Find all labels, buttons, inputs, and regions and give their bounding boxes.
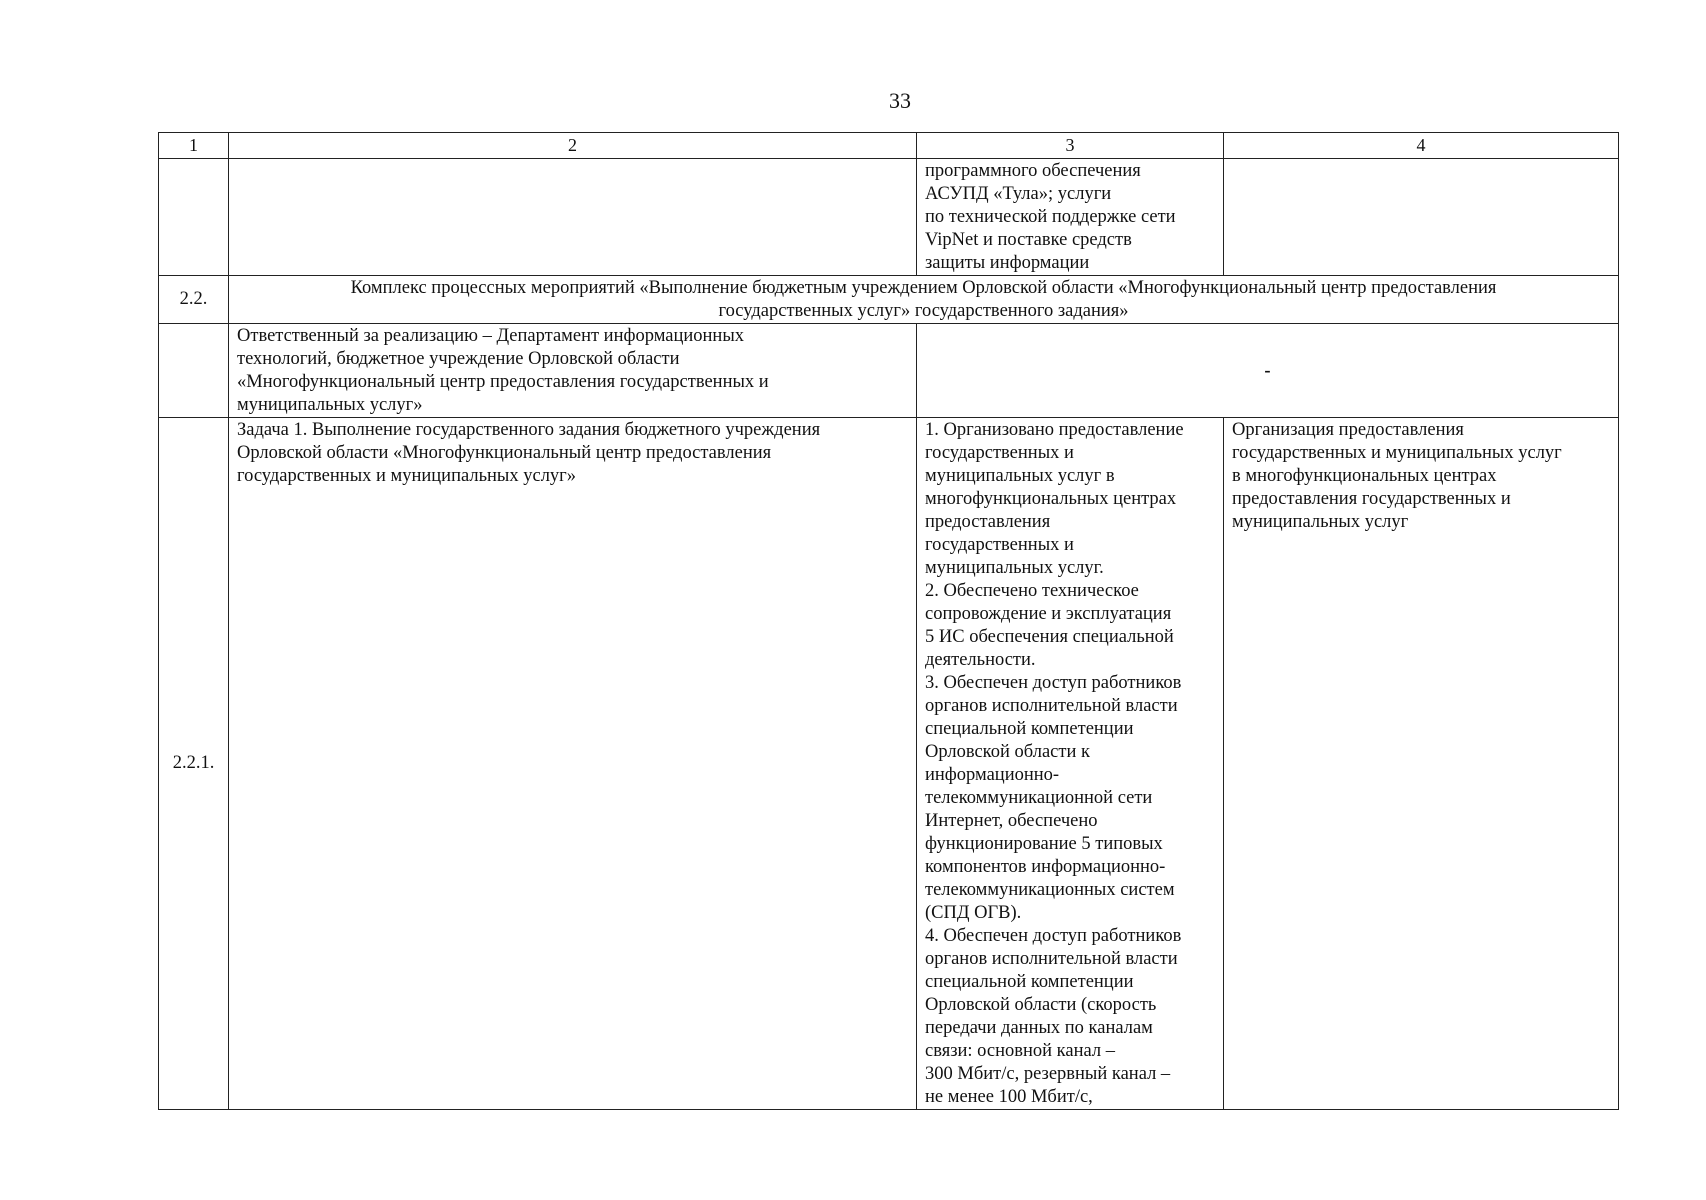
line: государственных и муниципальных услуг» [237, 466, 577, 486]
line: специальной компетенции [925, 972, 1134, 992]
line: в многофункциональных центрах [1232, 466, 1497, 486]
line: муниципальных услуг в [925, 466, 1115, 486]
row1-col2 [229, 159, 917, 276]
line: Ответственный за реализацию – Департамент информационных [237, 326, 745, 346]
table-row-2-2 [159, 276, 1619, 324]
line: программного обеспечения [925, 161, 1141, 181]
line: функционирование 5 типовых [925, 834, 1163, 854]
header-col-2: 2 [229, 133, 917, 159]
line: 3. Обеспечен доступ работников [925, 673, 1182, 693]
line: сопровождение и эксплуатация [925, 604, 1172, 624]
line: Орловской области к [925, 742, 1090, 762]
line: Задача 1. Выполнение государственного задания бюджетного учреждения [237, 420, 821, 440]
line: многофункциональных центрах [925, 489, 1177, 509]
row1-num [159, 159, 229, 276]
line: связи: основной канал – [925, 1041, 1115, 1061]
row1-col4 [1224, 159, 1619, 276]
organization-text [1224, 418, 1619, 1110]
responsible-text [229, 324, 917, 418]
line: деятельности. [925, 650, 1036, 670]
line: (СПД ОГВ). [925, 903, 1022, 923]
line: государственных и муниципальных услуг [1232, 443, 1562, 463]
line: защиты информации [925, 253, 1090, 273]
table-header-row [159, 133, 1619, 159]
line: органов исполнительной власти [925, 696, 1178, 716]
table-row-continuation [159, 159, 1619, 276]
row3-num [159, 324, 229, 418]
row1-col3 [917, 159, 1224, 276]
line: предоставления [925, 512, 1051, 532]
row-number: 2.2. [159, 276, 229, 324]
line: муниципальных услуг [1232, 512, 1409, 532]
line: компонентов информационно- [925, 857, 1166, 877]
line: Комплекс процессных мероприятий «Выполнение бюджетным учреждением Орловской области «Многофункциональный центр предоставления [350, 278, 1497, 298]
table-row-responsible [159, 324, 1619, 418]
line: 300 Мбит/с, резервный канал – [925, 1064, 1171, 1084]
header-col-4: 4 [1224, 133, 1619, 159]
line: 1. Организовано предоставление [925, 420, 1184, 440]
page-number: 33 [889, 88, 911, 113]
header-col-1: 1 [159, 133, 229, 159]
line: предоставления государственных и [1232, 489, 1511, 509]
line: не менее 100 Мбит/с, [925, 1087, 1093, 1107]
line: органов исполнительной власти [925, 949, 1178, 969]
line: специальной компетенции [925, 719, 1134, 739]
line: государственных и [925, 535, 1074, 555]
line: государственных услуг» государственного задания» [718, 301, 1129, 321]
line: телекоммуникационных систем [925, 880, 1175, 900]
line: 5 ИС обеспечения специальной [925, 627, 1174, 647]
line: по технической поддержке сети [925, 207, 1176, 227]
results-text [917, 418, 1224, 1110]
dash-cell: - [917, 324, 1619, 418]
task-text [229, 418, 917, 1110]
line: передачи данных по каналам [925, 1018, 1153, 1038]
line: VipNet и поставке средств [925, 230, 1132, 250]
line: Интернет, обеспечено [925, 811, 1098, 831]
line: муниципальных услуг. [925, 558, 1104, 578]
line: Орловской области (скорость [925, 995, 1157, 1015]
table-row-2-2-1 [159, 418, 1619, 1110]
header-col-3: 3 [917, 133, 1224, 159]
line: АСУПД «Тула»; услуги [925, 184, 1112, 204]
line: 4. Обеспечен доступ работников [925, 926, 1182, 946]
line: «Многофункциональный центр предоставления государственных и [237, 372, 769, 392]
measures-table [158, 132, 1619, 1110]
line: телекоммуникационной сети [925, 788, 1153, 808]
complex-title [229, 276, 1619, 324]
line: муниципальных услуг» [237, 395, 423, 415]
row-number: 2.2.1. [159, 418, 229, 1110]
line: Организация предоставления [1232, 420, 1464, 440]
line: технологий, бюджетное учреждение Орловской области [237, 349, 680, 369]
line: информационно- [925, 765, 1060, 785]
line: государственных и [925, 443, 1074, 463]
line: Орловской области «Многофункциональный центр предоставления [237, 443, 772, 463]
line: 2. Обеспечено техническое [925, 581, 1139, 601]
